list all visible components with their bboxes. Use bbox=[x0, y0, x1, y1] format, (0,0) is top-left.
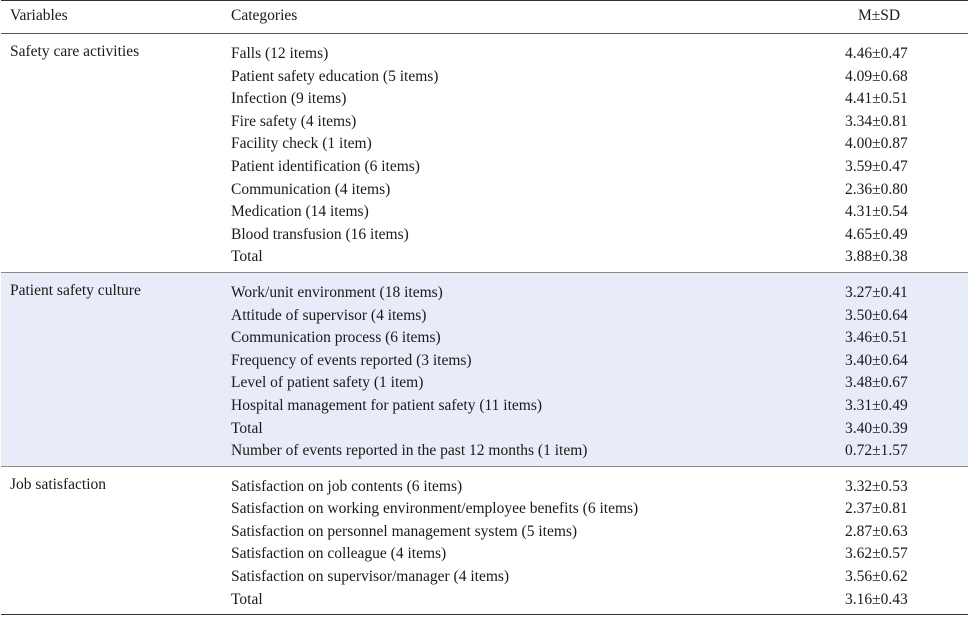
table-row bbox=[1, 156, 968, 179]
msd-cell: 3.34±0.81 bbox=[845, 112, 908, 130]
msd-cell: 4.00±0.87 bbox=[845, 135, 908, 153]
table-row bbox=[1, 327, 968, 350]
category-cell: Satisfaction on colleague (4 items) bbox=[231, 545, 447, 563]
msd-cell: 2.87±0.63 bbox=[845, 522, 908, 540]
category-cell: Satisfaction on job contents (6 items) bbox=[231, 477, 463, 495]
table-header bbox=[1, 1, 968, 34]
category-cell: Number of events reported in the past 12 months (1 item) bbox=[231, 442, 588, 460]
msd-cell: 3.16±0.43 bbox=[845, 590, 908, 608]
msd-cell: 0.72±1.57 bbox=[845, 442, 908, 460]
category-cell: Communication process (6 items) bbox=[231, 329, 441, 347]
category-cell: Fire safety (4 items) bbox=[231, 112, 357, 130]
msd-cell: 3.48±0.67 bbox=[845, 374, 908, 392]
category-cell: Attitude of supervisor (4 items) bbox=[231, 306, 427, 324]
msd-cell: 4.46±0.47 bbox=[845, 45, 908, 62]
table-row bbox=[1, 350, 968, 373]
category-cell: Level of patient safety (1 item) bbox=[231, 374, 424, 392]
msd-cell: 3.27±0.41 bbox=[845, 283, 908, 301]
category-cell: Falls (12 items) bbox=[231, 45, 329, 62]
category-cell: Blood transfusion (16 items) bbox=[231, 225, 409, 243]
table-row bbox=[1, 543, 968, 566]
msd-cell: 3.88±0.38 bbox=[845, 248, 908, 266]
category-cell: Hospital management for patient safety (11 items) bbox=[231, 396, 543, 414]
table-row bbox=[1, 282, 968, 305]
msd-cell: 3.31±0.49 bbox=[845, 396, 908, 414]
results-table bbox=[1, 0, 968, 615]
msd-cell: 2.36±0.80 bbox=[845, 180, 908, 198]
category-cell: Work/unit environment (18 items) bbox=[231, 283, 443, 301]
msd-cell: 3.50±0.64 bbox=[845, 306, 908, 324]
header-categories: Categories bbox=[231, 7, 298, 24]
category-cell: Patient safety education (5 items) bbox=[231, 67, 439, 85]
table-row bbox=[1, 498, 968, 521]
table-row bbox=[1, 305, 968, 328]
table-body bbox=[1, 34, 968, 614]
category-cell: Frequency of events reported (3 items) bbox=[231, 351, 472, 369]
table-row bbox=[1, 418, 968, 441]
header-variables: Variables bbox=[10, 7, 68, 24]
category-cell: Satisfaction on personnel management system (5 items) bbox=[231, 522, 578, 540]
msd-cell: 3.46±0.51 bbox=[845, 329, 908, 347]
table-row bbox=[1, 589, 968, 612]
msd-cell: 3.59±0.47 bbox=[845, 157, 908, 175]
category-cell: Infection (9 items) bbox=[231, 90, 347, 108]
category-cell: Medication (14 items) bbox=[231, 203, 369, 221]
variable-label: Patient safety culture bbox=[10, 281, 141, 299]
msd-cell: 3.32±0.53 bbox=[845, 477, 908, 495]
table-row bbox=[1, 395, 968, 418]
variable-label: Safety care activities bbox=[10, 43, 140, 60]
msd-cell: 4.09±0.68 bbox=[845, 67, 908, 85]
msd-cell: 2.37±0.81 bbox=[845, 500, 908, 518]
variable-group bbox=[1, 467, 968, 615]
category-cell: Facility check (1 item) bbox=[231, 135, 372, 153]
table-row bbox=[1, 372, 968, 395]
msd-cell: 3.40±0.64 bbox=[845, 351, 908, 369]
table-row bbox=[1, 521, 968, 544]
msd-cell: 3.56±0.62 bbox=[845, 568, 908, 586]
table-row bbox=[1, 179, 968, 202]
category-cell: Total bbox=[231, 248, 263, 266]
msd-cell: 3.40±0.39 bbox=[845, 419, 908, 437]
table-row bbox=[1, 440, 968, 463]
variable-group bbox=[1, 34, 968, 273]
category-cell: Total bbox=[231, 590, 263, 608]
table-row bbox=[1, 224, 968, 247]
category-cell: Total bbox=[231, 419, 263, 437]
table-row bbox=[1, 66, 968, 89]
table-row bbox=[1, 43, 968, 66]
msd-cell: 4.65±0.49 bbox=[845, 225, 908, 243]
table-row bbox=[1, 246, 968, 269]
msd-cell: 4.41±0.51 bbox=[845, 90, 908, 108]
header-msd: M±SD bbox=[858, 7, 901, 24]
table-row bbox=[1, 201, 968, 224]
table-row bbox=[1, 133, 968, 156]
category-cell: Patient identification (6 items) bbox=[231, 157, 420, 175]
table-row bbox=[1, 476, 968, 499]
msd-cell: 3.62±0.57 bbox=[845, 545, 908, 563]
category-cell: Satisfaction on working environment/employee benefits (6 items) bbox=[231, 500, 639, 518]
table-row bbox=[1, 566, 968, 589]
msd-cell: 4.31±0.54 bbox=[845, 203, 908, 221]
variable-label: Job satisfaction bbox=[10, 475, 106, 493]
category-cell: Satisfaction on supervisor/manager (4 items) bbox=[231, 568, 510, 586]
table-row bbox=[1, 88, 968, 111]
variable-group bbox=[1, 273, 968, 467]
table-row bbox=[1, 111, 968, 134]
category-cell: Communication (4 items) bbox=[231, 180, 391, 198]
